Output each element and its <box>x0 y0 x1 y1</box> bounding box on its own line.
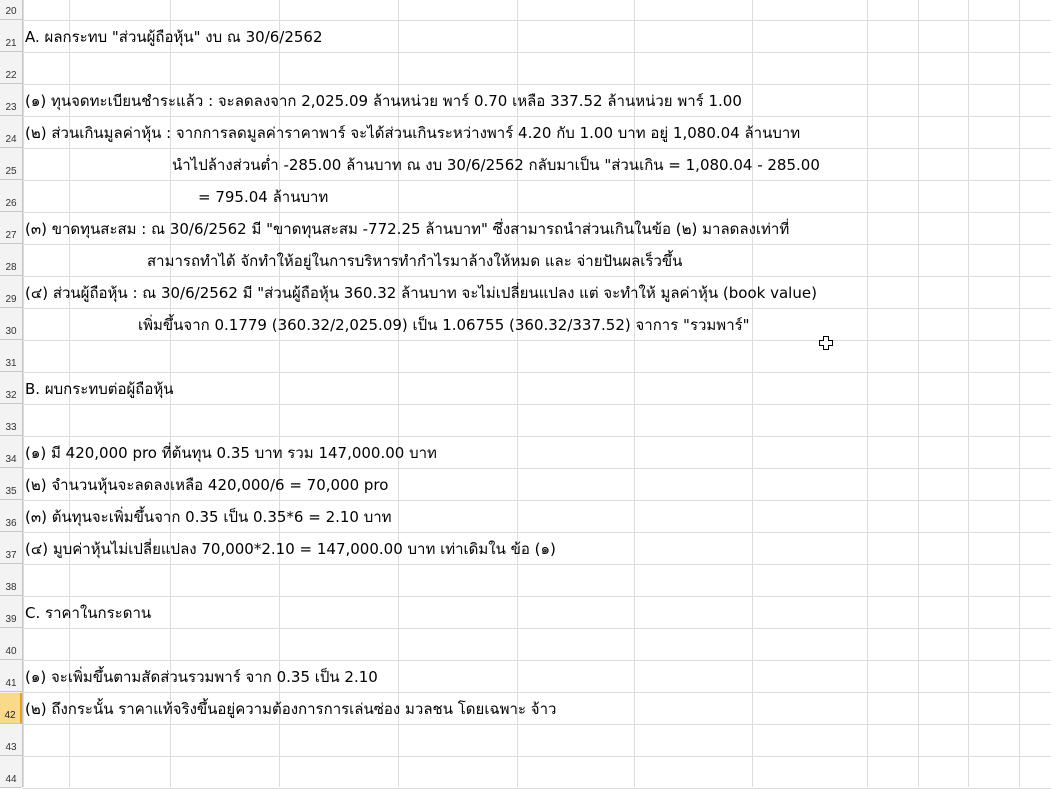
row-number[interactable]: 20 <box>0 0 22 20</box>
row-number[interactable]: 35 <box>0 469 22 500</box>
sheet-row-23[interactable] <box>0 85 1051 117</box>
sheet-row-31[interactable] <box>0 341 1051 373</box>
sheet-row-34[interactable] <box>0 437 1051 469</box>
row-number[interactable]: 37 <box>0 533 22 564</box>
sheet-row-39[interactable] <box>0 597 1051 629</box>
row-number[interactable]: 30 <box>0 309 22 340</box>
row-number[interactable]: 29 <box>0 277 22 308</box>
sheet-row-37[interactable] <box>0 533 1051 565</box>
row-number[interactable]: 39 <box>0 597 22 628</box>
sheet-row-28[interactable] <box>0 245 1051 277</box>
row-number[interactable]: 33 <box>0 405 22 436</box>
cell-text[interactable]: (๒) ถึงกระนั้น ราคาแท้จริงขึ้นอยู่ความต้องการการเล่นซ่อง มวลชน โดยเฉพาะ จ้าว <box>25 700 557 718</box>
row-number[interactable]: 43 <box>0 725 22 756</box>
sheet-row-30[interactable] <box>0 309 1051 341</box>
cell-text[interactable]: (๑) ทุนจดทะเบียนชำระแล้ว : จะลดลงจาก 2,025.09 ล้านหน่วย พาร์ 0.70 เหลือ 337.52 ล้านหน่วย พาร์ 1.00 <box>25 92 742 110</box>
row-number[interactable]: 36 <box>0 501 22 532</box>
row-number[interactable]: 21 <box>0 21 22 52</box>
sheet-row-25[interactable] <box>0 149 1051 181</box>
cell-text[interactable]: (๓) ต้นทุนจะเพิ่มขึ้นจาก 0.35 เป็น 0.35*6 = 2.10 บาท <box>25 508 392 526</box>
row-number[interactable]: 23 <box>0 85 22 116</box>
cell-text[interactable]: (๑) มี 420,000 pro ที่ต้นทุน 0.35 บาท รวม 147,000.00 บาท <box>25 444 437 462</box>
cell-text[interactable]: (๑) จะเพิ่มขึ้นตามสัดส่วนรวมพาร์ จาก 0.35 เป็น 2.10 <box>25 668 378 686</box>
cell-text[interactable]: (๒) จำนวนหุ้นจะลดลงเหลือ 420,000/6 = 70,000 pro <box>25 476 389 494</box>
row-number[interactable]: 26 <box>0 181 22 212</box>
cell-text[interactable]: (๓) ขาดทุนสะสม : ณ 30/6/2562 มี "ขาดทุนสะสม -772.25 ล้านบาท" ซึ่งสามารถนำส่วนเกินในข้อ (๒) มาลดลงเท่าที่ <box>25 220 790 238</box>
row-number[interactable]: 42 <box>0 693 22 724</box>
sheet-row-27[interactable] <box>0 213 1051 245</box>
row-number[interactable]: 32 <box>0 373 22 404</box>
sheet-row-26[interactable] <box>0 181 1051 213</box>
sheet-row-44[interactable] <box>0 757 1051 789</box>
sheet-row-33[interactable] <box>0 405 1051 437</box>
cell-text[interactable]: B. ผบกระทบต่อผู้ถือหุ้น <box>25 380 174 398</box>
sheet-row-20[interactable] <box>0 0 1051 21</box>
cell-text[interactable]: (๒) ส่วนเกินมูลค่าหุ้น : จากการลดมูลค่าราคาพาร์ จะได้ส่วนเกินระหว่างพาร์ 4.20 กับ 1.00 บาท อยู่ 1,080.04 ล้านบาท <box>25 124 801 142</box>
sheet-row-42[interactable] <box>0 693 1051 725</box>
cell-text[interactable]: A. ผลกระทบ "ส่วนผู้ถือหุ้น" งบ ณ 30/6/2562 <box>25 28 323 46</box>
row-number[interactable]: 28 <box>0 245 22 276</box>
row-number[interactable]: 41 <box>0 661 22 692</box>
cell-text[interactable]: นำไปล้างส่วนต่ำ -285.00 ล้านบาท ณ งบ 30/6/2562 กลับมาเป็น "ส่วนเกิน = 1,080.04 - 285.00 <box>172 156 820 174</box>
sheet-row-40[interactable] <box>0 629 1051 661</box>
sheet-row-21[interactable] <box>0 21 1051 53</box>
row-number[interactable]: 40 <box>0 629 22 660</box>
row-number[interactable]: 25 <box>0 149 22 180</box>
sheet-row-36[interactable] <box>0 501 1051 533</box>
cell-text[interactable]: สามารถทำได้ จักทำให้อยู่ในการบริหารทำกำไรมาล้างให้หมด และ จ่ายปันผลเร็วขึ้น <box>147 252 683 270</box>
sheet-row-38[interactable] <box>0 565 1051 597</box>
cell-cross-cursor-icon <box>818 335 834 351</box>
row-number[interactable]: 27 <box>0 213 22 244</box>
cell-text[interactable]: C. ราคาในกระดาน <box>25 604 152 622</box>
row-number[interactable]: 44 <box>0 757 22 788</box>
cell-text[interactable]: (๔) มูบค่าหุ้นไม่เปลี่ยแปลง 70,000*2.10 = 147,000.00 บาท เท่าเดิมใน ข้อ (๑) <box>25 540 556 558</box>
row-number[interactable]: 22 <box>0 53 22 84</box>
sheet-row-24[interactable] <box>0 117 1051 149</box>
row-number[interactable]: 34 <box>0 437 22 468</box>
row-number[interactable]: 24 <box>0 117 22 148</box>
sheet-row-35[interactable] <box>0 469 1051 501</box>
cell-text[interactable]: (๔) ส่วนผู้ถือหุ้น : ณ 30/6/2562 มี "ส่วนผู้ถือหุ้น 360.32 ล้านบาท จะไม่เปลี่ยนแปลง แต่ จะทำให้ มูลค่าหุ้น (book value) <box>25 284 817 302</box>
sheet-row-41[interactable] <box>0 661 1051 693</box>
sheet-row-22[interactable] <box>0 53 1051 85</box>
sheet-row-43[interactable] <box>0 725 1051 757</box>
cell-text[interactable]: เพิ่มขึ้นจาก 0.1779 (360.32/2,025.09) เป็น 1.06755 (360.32/337.52) จาการ "รวมพาร์" <box>138 316 750 334</box>
cell-text[interactable]: = 795.04 ล้านบาท <box>198 188 329 206</box>
row-number[interactable]: 38 <box>0 565 22 596</box>
sheet-row-29[interactable] <box>0 277 1051 309</box>
sheet-row-32[interactable] <box>0 373 1051 405</box>
row-number[interactable]: 31 <box>0 341 22 372</box>
